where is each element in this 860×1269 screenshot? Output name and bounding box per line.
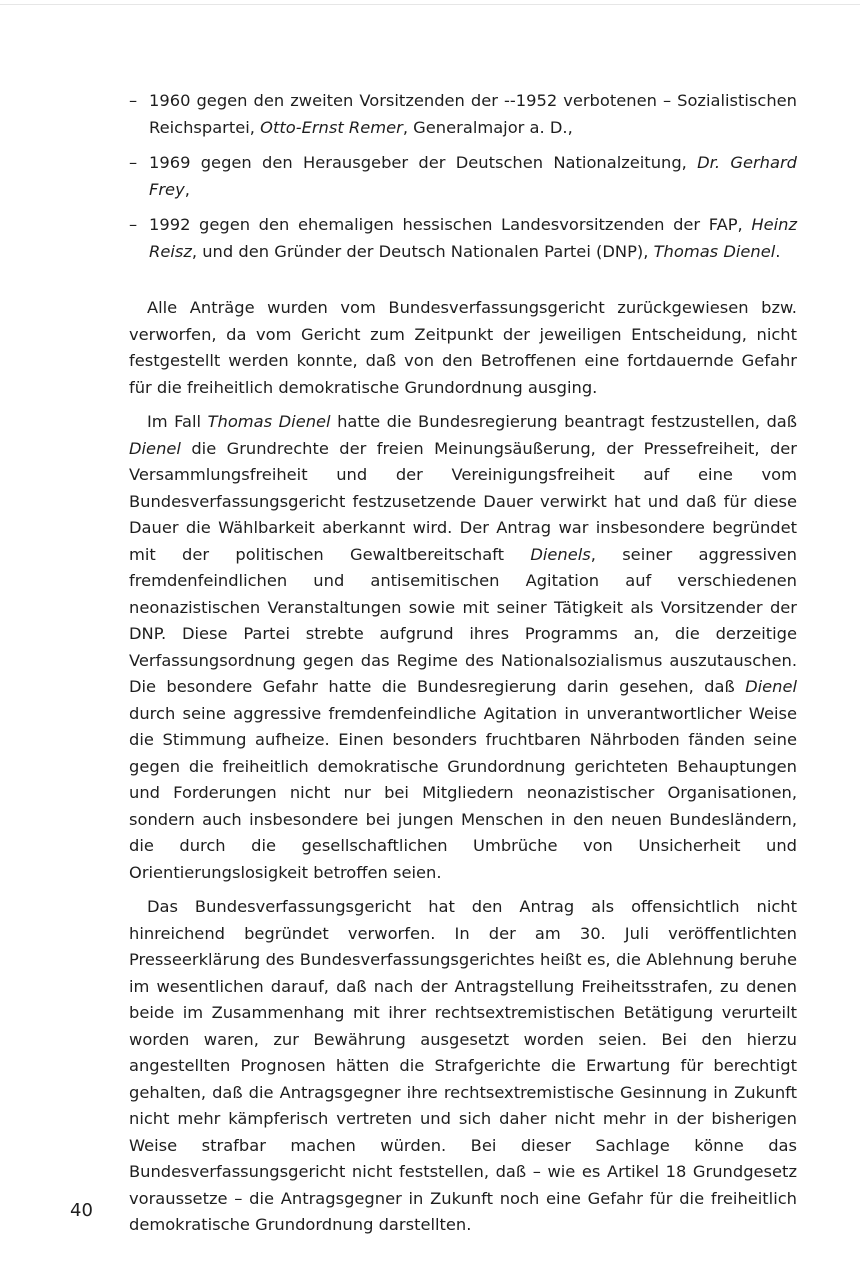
dash-bullet: – <box>129 153 138 172</box>
list-text: 1992 gegen den ehemaligen hessischen Landesvorsitzenden der FAP, <box>149 215 752 234</box>
list-text: , und den Gründer der Deutsch Nationalen Partei (DNP), <box>191 241 654 261</box>
person-name: Dienels <box>530 544 591 564</box>
paragraph <box>129 894 797 1239</box>
paragraph <box>129 295 797 401</box>
page-number: 40 <box>70 1200 93 1221</box>
dash-bullet: – <box>129 91 138 110</box>
paragraph-text: die Grundrechte der freien Meinungsäußerung, der Pressefreiheit, der Versammlungsfreiheit und der Vereinigungsfreiheit auf eine vom Bundesverfassungsgericht festzusetzende Dauer verwirkt hat und daß für diese Dauer die Wählbarkeit aberkannt wird. Der Antrag war insbesondere begründet mit der politischen Gewaltbereitschaft <box>129 438 797 564</box>
list-text: 1960 gegen den zweiten Vorsitzenden der --1952 verbotenen – Sozialistischen Reichspartei, <box>149 91 797 137</box>
top-border-line <box>0 4 860 5</box>
paragraph-text: durch seine aggressive fremdenfeindliche Agitation in unverantwortlicher Weise die Stimmung aufheize. Einen besonders fruchtbaren Nährboden fänden seine gegen die freiheitlich demokratische Grundordnung gerichteten Behauptungen und Forderungen nicht nur bei Mitgliedern neonazistischer Organisationen, sondern auch insbesondere bei jungen Menschen in den neuen Bundesländern, die durch die gesellschaftlichen Umbrüche von Unsicherheit und Orientierungslosigkeit betroffen seien. <box>129 703 797 882</box>
paragraph-text: Das Bundesverfassungsgericht hat den Antrag als offensichtlich nicht hinreichend begründet verworfen. In der am 30. Juli veröffentlichten Presseerklärung des Bundesverfassungsgerichtes heißt es, die Ablehnung beruhe im wesentlichen darauf, daß nach der Antragstellung Freiheitsstrafen, zu denen beide im Zusammenhang mit ihrer rechtsextremistischen Betätigung verurteilt worden waren, zur Bewährung ausgesetzt worden seien. Bei den hierzu angestellten Prognosen hätten die Strafgerichte die Erwartung für berechtigt gehalten, daß die Antragsgegner ihre rechtsextremistische Gesinnung in Zukunft nicht mehr kämpferisch vertreten und sich daher nicht mehr in der bisherigen Weise strafbar machen würden. Bei dieser Sachlage könne das Bundesverfassungsgericht nicht feststellen, daß – wie es Artikel 18 Grundgesetz voraussetze – die Antragsgegner in Zukunft noch eine Gefahr für die freiheitlich demokratische Grundordnung darstellten. <box>129 897 797 1234</box>
paragraph-text: , seiner aggressiven fremdenfeindlichen und antisemitischen Agitation auf verschiedenen neonazistischen Veranstaltungen sowie mit seiner Tätigkeit als Vorsitzender der DNP. Diese Partei strebte aufgrund ihres Programms an, die derzeitige Verfassungsordnung gegen das Regime des Nationalsozialismus auszutauschen. Die besondere Gefahr hatte die Bundesregierung darin gesehen, daß <box>129 544 797 696</box>
list-item <box>129 150 797 203</box>
person-name: Dienel <box>129 438 181 458</box>
list-text: , <box>184 179 190 199</box>
person-name: Heinz Reisz <box>149 215 797 261</box>
dash-bullet: – <box>129 215 138 234</box>
paragraph-text: Alle Anträge wurden vom Bundesverfassungsgericht zurückgewiesen bzw. verworfen, da vom Gericht zum Zeitpunkt der jeweiligen Entscheidung, nicht festgestellt werden konnte, daß von den Betroffenen eine fortdauernde Gefahr für die freiheitlich demokratische Grundordnung ausging. <box>129 298 797 397</box>
list-text: , Generalmajor a. D., <box>402 117 573 137</box>
person-name: Dienel <box>745 677 797 696</box>
paragraph-text: hatte die Bundesregierung beantragt festzustellen, daß <box>330 412 798 431</box>
paragraph-text: Im Fall <box>147 412 208 431</box>
list-item <box>129 212 797 265</box>
list-text: . <box>775 241 781 261</box>
proceedings-list <box>129 88 797 265</box>
person-name: Otto-Ernst Remer <box>260 117 403 137</box>
list-text: 1969 gegen den Herausgeber der Deutschen Nationalzeitung, <box>149 153 698 172</box>
list-item <box>129 88 797 141</box>
page-body <box>129 88 797 1247</box>
person-name: Thomas Dienel <box>207 412 331 431</box>
person-name: Thomas Dienel <box>653 241 776 261</box>
paragraph <box>129 409 797 886</box>
person-name: Dr. Gerhard Frey <box>149 153 797 199</box>
